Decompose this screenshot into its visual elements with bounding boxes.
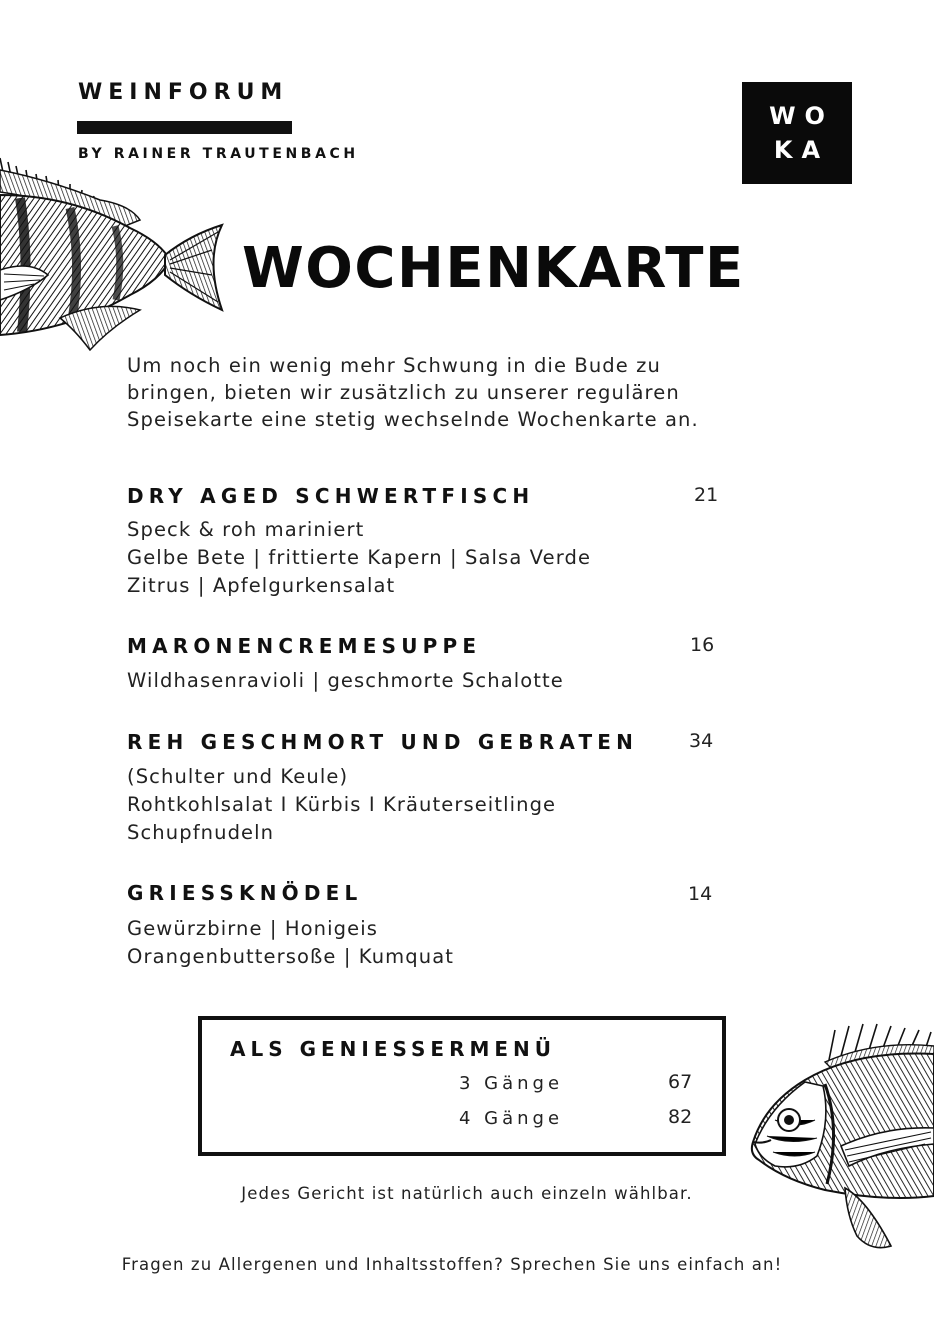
dish-description (127, 915, 454, 971)
dish-price: 34 (689, 730, 714, 752)
dish-name: REH GESCHMORT UND GEBRATEN (127, 730, 639, 754)
dish-line: (Schulter und Keule) (127, 765, 349, 788)
dish-description (127, 763, 556, 847)
intro-line: bringen, bieten wir zusätzlich zu unserer regulären (127, 381, 680, 404)
set-menu-title: ALS GENIESSERMENÜ (230, 1037, 557, 1061)
dish-line: Gelbe Bete | frittierte Kapern | Salsa Verde (127, 546, 592, 569)
dish-line: Wildhasenravioli | geschmorte Schalotte (127, 669, 564, 692)
dish-price: 14 (688, 883, 713, 905)
intro-line: Um noch ein wenig mehr Schwung in die Bude zu (127, 354, 661, 377)
dish-line: Rohtkohlsalat I Kürbis I Kräuterseitlinge (127, 793, 557, 816)
brand-name: WEINFORUM (78, 80, 289, 105)
brand-divider (77, 121, 292, 134)
dish-line: Schupfnudeln (127, 821, 275, 844)
dish-price: 21 (694, 484, 719, 506)
dish-name: DRY AGED SCHWERTFISCH (127, 484, 535, 508)
dish-name: MARONENCREMESUPPE (127, 634, 482, 658)
single-order-note: Jedes Gericht ist natürlich auch einzeln wählbar. (241, 1184, 693, 1203)
fish-illustration-icon (0, 150, 232, 360)
dish-line: Gewürzbirne | Honigeis (127, 917, 378, 940)
set-menu-option-price: 82 (668, 1106, 693, 1128)
dish-price: 16 (690, 634, 715, 656)
intro-text (127, 352, 767, 433)
allergen-note: Fragen zu Allergenen und Inhaltsstoffen? Sprechen Sie uns einfach an! (121, 1255, 783, 1274)
logo-badge (742, 82, 852, 184)
fish-head-illustration-icon (745, 1020, 934, 1260)
set-menu-option-label: 3 Gänge (459, 1073, 564, 1094)
dish-name: GRIESSKNÖDEL (127, 881, 363, 905)
dish-line: Speck & roh mariniert (127, 518, 365, 541)
brand-byline: BY RAINER TRAUTENBACH (78, 146, 359, 162)
page-title: WOCHENKARTE (242, 236, 745, 301)
logo-line-1: WO (769, 102, 834, 130)
set-menu-option-label: 4 Gänge (459, 1108, 564, 1129)
dish-line: Orangenbuttersoße | Kumquat (127, 945, 454, 968)
dish-description (127, 667, 564, 695)
set-menu-option-price: 67 (668, 1071, 693, 1093)
dish-description (127, 516, 591, 600)
dish-line: Zitrus | Apfelgurkensalat (127, 574, 396, 597)
logo-line-2: KA (773, 136, 830, 164)
intro-line: Speisekarte eine stetig wechselnde Wochenkarte an. (127, 408, 699, 431)
